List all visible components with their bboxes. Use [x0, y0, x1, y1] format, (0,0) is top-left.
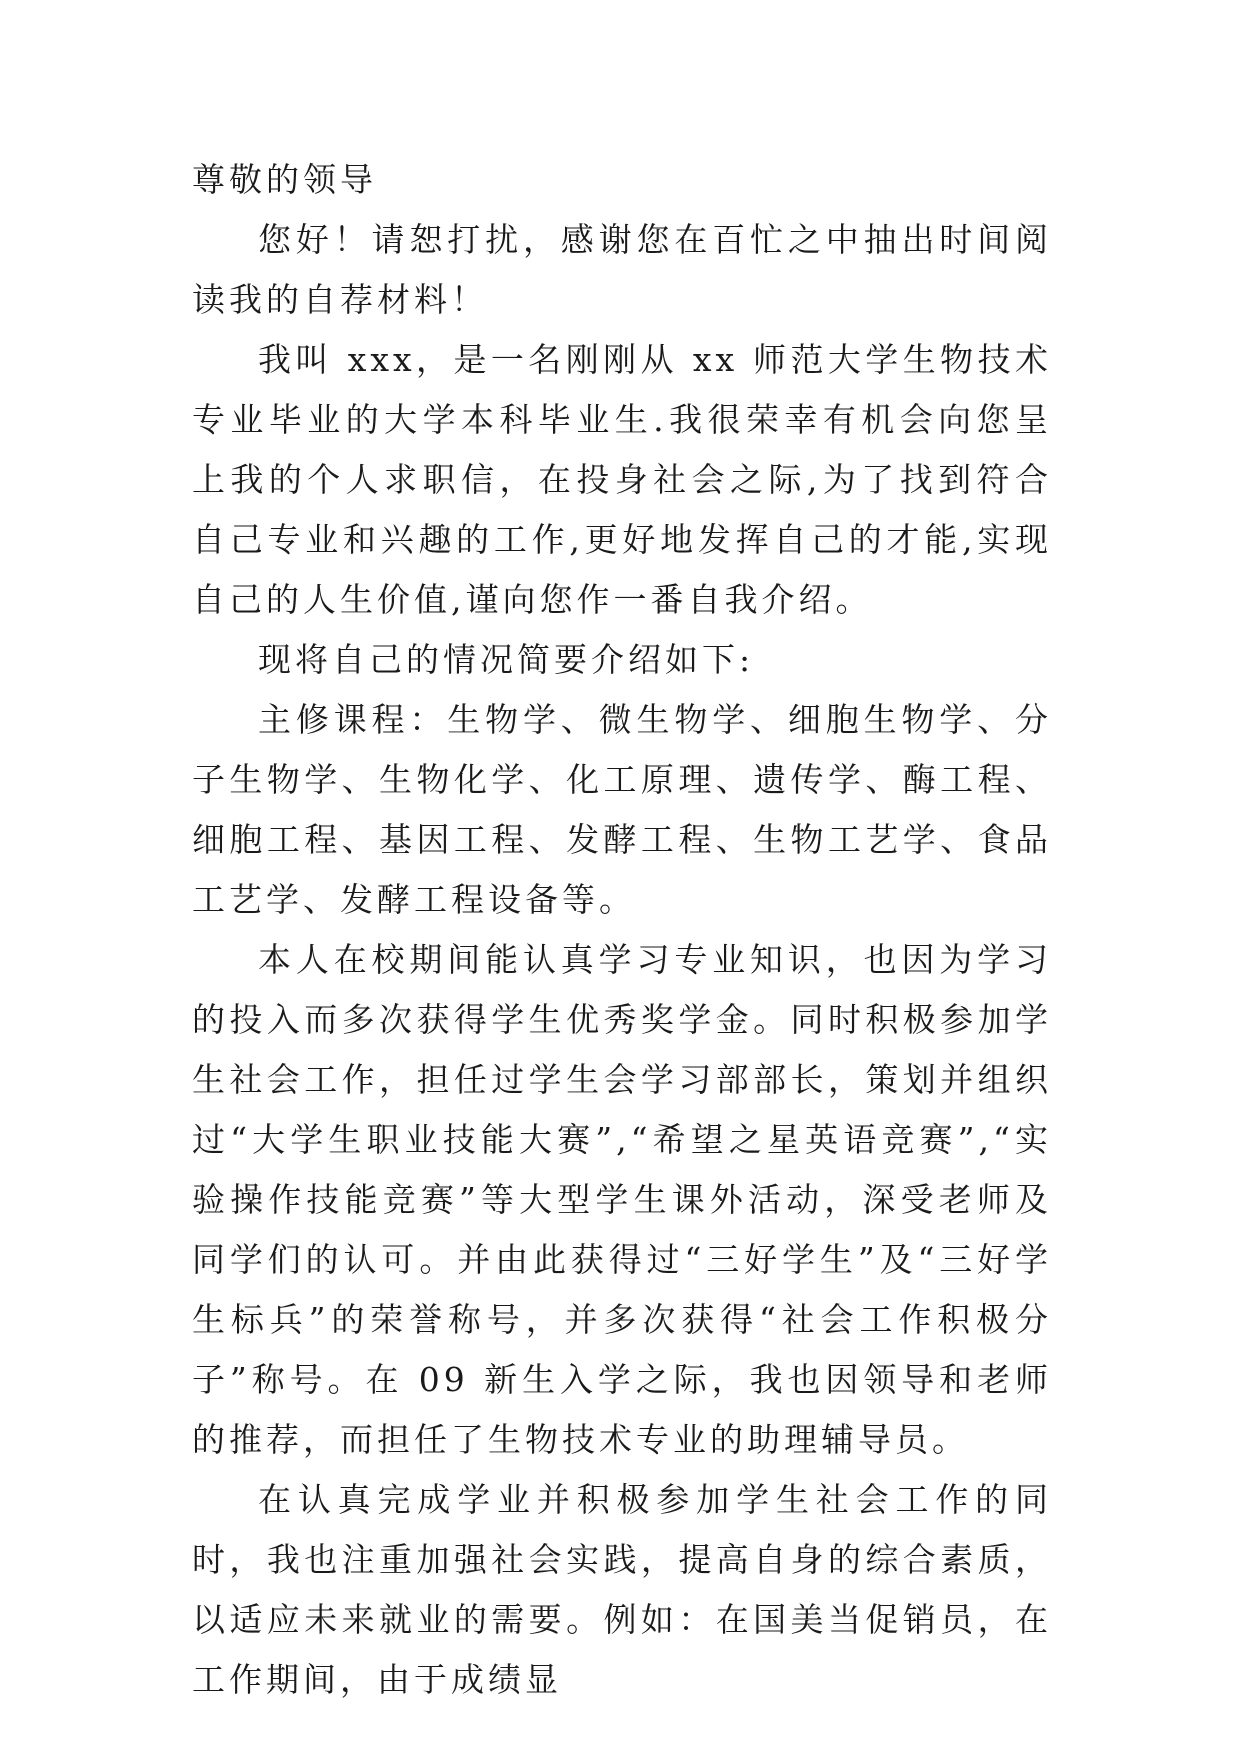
paragraph-achievements: 本人在校期间能认真学习专业知识，也因为学习的投入而多次获得学生优秀奖学金。同时积极参加学生社会工作，担任过学生会学习部部长，策划并组织过“大学生职业技能大赛”,“希望之星英语竞赛”,“实验操作技能竞赛”等大型学生课外活动，深受老师及同学们的认可。并由此获得过“三好学生”及“三好学生标兵”的荣誉称号，并多次获得“社会工作积极分子”称号。在 09 新生入学之际，我也因领导和老师的推荐，而担任了生物技术专业的助理辅导员。 [192, 940, 1052, 1459]
salutation: 尊敬的领导 [192, 160, 377, 199]
paragraph-courses: 主修课程：生物学、微生物学、细胞生物学、分子生物学、生物化学、化工原理、遗传学、酶工程、细胞工程、基因工程、发酵工程、生物工艺学、食品工艺学、发酵工程设备等。 [192, 700, 1052, 919]
letter-body [192, 150, 1052, 1710]
paragraph-overview: 现将自己的情况简要介绍如下: [258, 640, 755, 679]
paragraph-greeting: 您好！请恕打扰，感谢您在百忙之中抽出时间阅读我的自荐材料！ [192, 220, 1052, 319]
paragraph-practice: 在认真完成学业并积极参加学生社会工作的同时，我也注重加强社会实践，提高自身的综合素质，以适应未来就业的需要。例如：在国美当促销员，在工作期间，由于成绩显 [192, 1480, 1052, 1699]
paragraph-introduction: 我叫 xxx，是一名刚刚从 xx 师范大学生物技术专业毕业的大学本科毕业生.我很荣幸有机会向您呈上我的个人求职信，在投身社会之际,为了找到符合自己专业和兴趣的工作,更好地发挥自己的才能,实现自己的人生价值,谨向您作一番自我介绍。 [192, 340, 1052, 619]
